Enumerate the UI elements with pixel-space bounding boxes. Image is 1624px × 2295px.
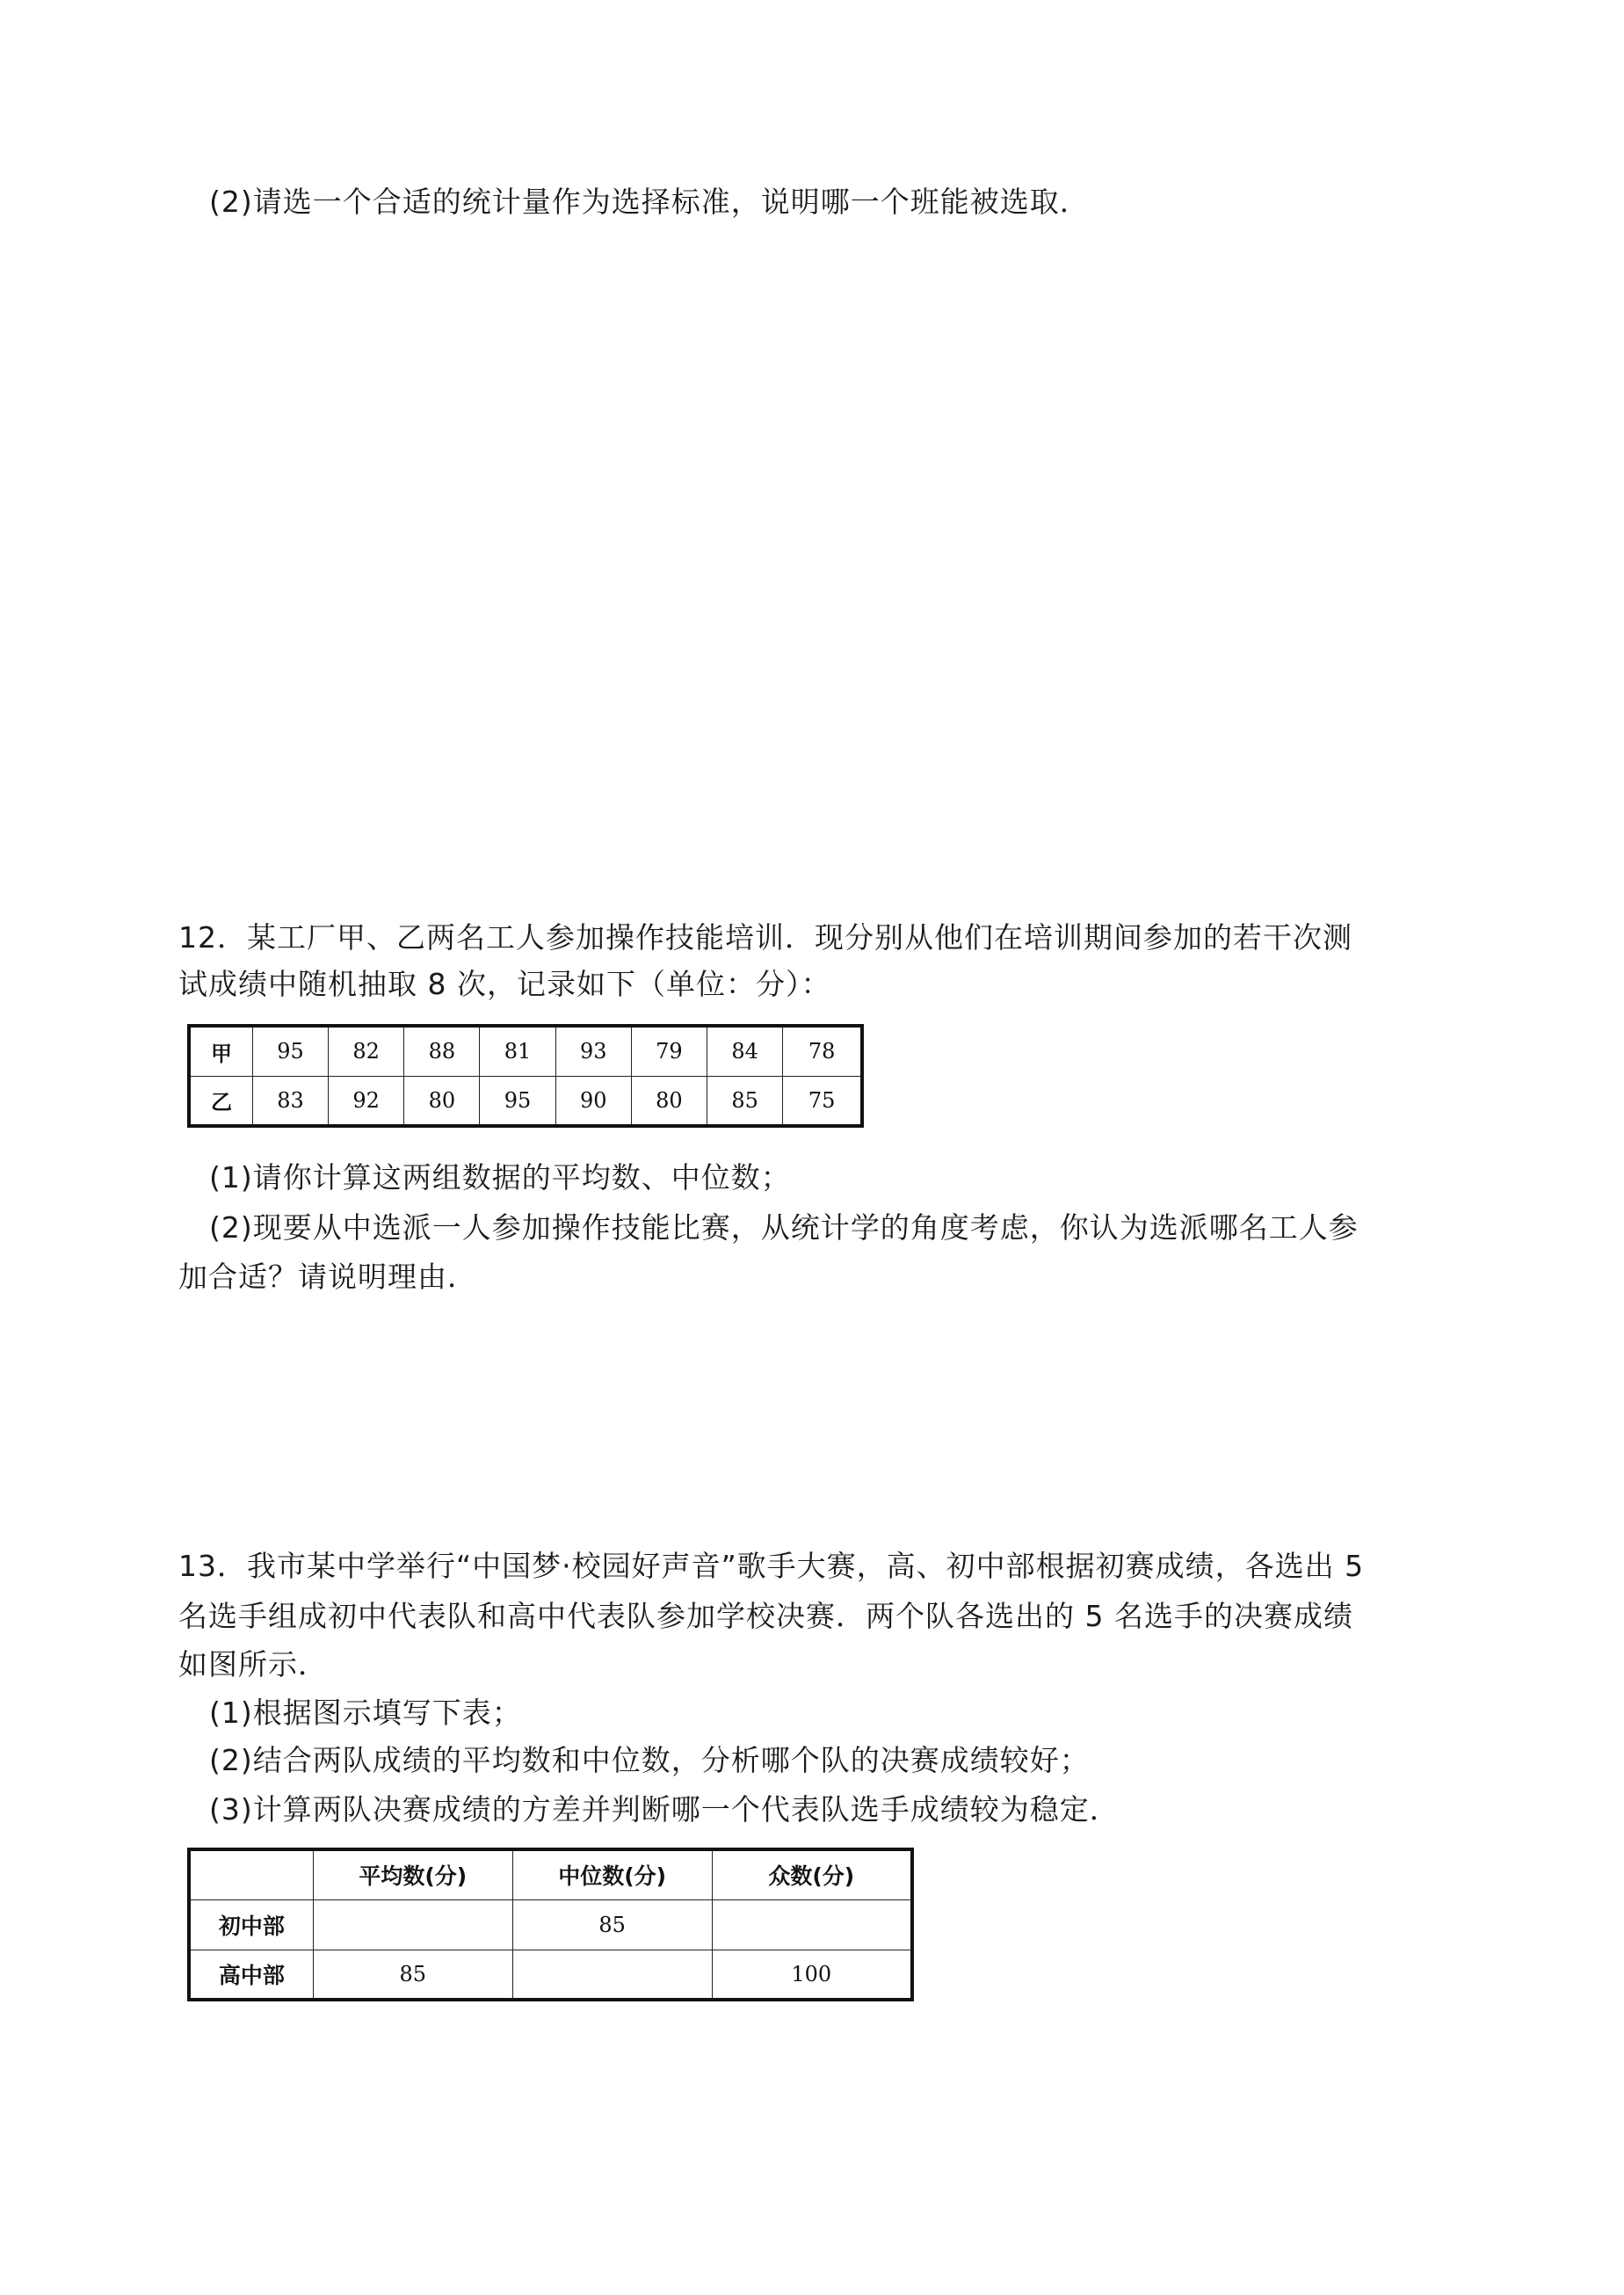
q13-prompt-line3: 如图所示． <box>178 1647 328 1681</box>
q13-stats-table <box>187 1848 914 2001</box>
table-cell: 80 <box>631 1076 707 1126</box>
table-row <box>189 1026 862 1076</box>
table-cell: 95 <box>252 1026 328 1076</box>
q11-part2-text: (2)请选一个合适的统计量作为选择标准，说明哪一个班能被选取． <box>209 185 1090 219</box>
header-blank <box>189 1849 313 1899</box>
table-cell: 88 <box>404 1026 480 1076</box>
row-label-jia: 甲 <box>189 1026 252 1076</box>
table-cell-mean: 85 <box>313 1950 512 2000</box>
table-cell-median <box>512 1950 712 2000</box>
table-cell-median: 85 <box>512 1899 712 1950</box>
table-cell: 81 <box>480 1026 555 1076</box>
row-label-senior: 高中部 <box>189 1950 313 2000</box>
table-cell: 85 <box>707 1076 783 1126</box>
table-cell-mode <box>712 1899 912 1950</box>
q12-part2-line2: 加合适？请说明理由． <box>178 1260 477 1294</box>
table-cell: 82 <box>329 1026 404 1076</box>
table-cell-mode: 100 <box>712 1950 912 2000</box>
table-row <box>189 1899 912 1950</box>
row-label-yi: 乙 <box>189 1076 252 1126</box>
q13-part1-text: (1)根据图示填写下表； <box>209 1696 522 1730</box>
row-label-junior: 初中部 <box>189 1899 313 1950</box>
table-cell: 92 <box>329 1076 404 1126</box>
table-cell-mean <box>313 1899 512 1950</box>
table-cell: 84 <box>707 1026 783 1076</box>
table-cell: 78 <box>783 1026 862 1076</box>
table-row <box>189 1076 862 1126</box>
q13-part3-text: (3)计算两队决赛成绩的方差并判断哪一个代表队选手成绩较为稳定． <box>209 1792 1120 1827</box>
q12-score-table <box>187 1024 864 1128</box>
q13-prompt-line2: 名选手组成初中代表队和高中代表队参加学校决赛．两个队各选出的 5 名选手的决赛成绩 <box>178 1599 1353 1633</box>
q13-prompt-line1: 13．我市某中学举行“中国梦·校园好声音”歌手大赛，高、初中部根据初赛成绩，各选出 5 <box>178 1549 1365 1583</box>
table-cell: 95 <box>480 1076 555 1126</box>
q12-prompt-line2: 试成绩中随机抽取 8 次，记录如下（单位：分）： <box>178 967 831 1001</box>
q13-part2-text: (2)结合两队成绩的平均数和中位数，分析哪个队的决赛成绩较好； <box>209 1743 1090 1777</box>
table-cell: 75 <box>783 1076 862 1126</box>
header-mode: 众数(分) <box>712 1849 912 1899</box>
table-cell: 93 <box>555 1026 631 1076</box>
table-row <box>189 1950 912 2000</box>
header-mean: 平均数(分) <box>313 1849 512 1899</box>
header-median: 中位数(分) <box>512 1849 712 1899</box>
table-cell: 83 <box>252 1076 328 1126</box>
q12-part2-line1: (2)现要从中选派一人参加操作技能比赛，从统计学的角度考虑，你认为选派哪名工人参 <box>209 1210 1359 1245</box>
table-cell: 79 <box>631 1026 707 1076</box>
table-cell: 90 <box>555 1076 631 1126</box>
table-cell: 80 <box>404 1076 480 1126</box>
q12-prompt-line1: 12．某工厂甲、乙两名工人参加操作技能培训．现分别从他们在培训期间参加的若干次测 <box>178 920 1352 955</box>
table-header-row <box>189 1849 912 1899</box>
q12-part1-text: (1)请你计算这两组数据的平均数、中位数； <box>209 1160 791 1195</box>
